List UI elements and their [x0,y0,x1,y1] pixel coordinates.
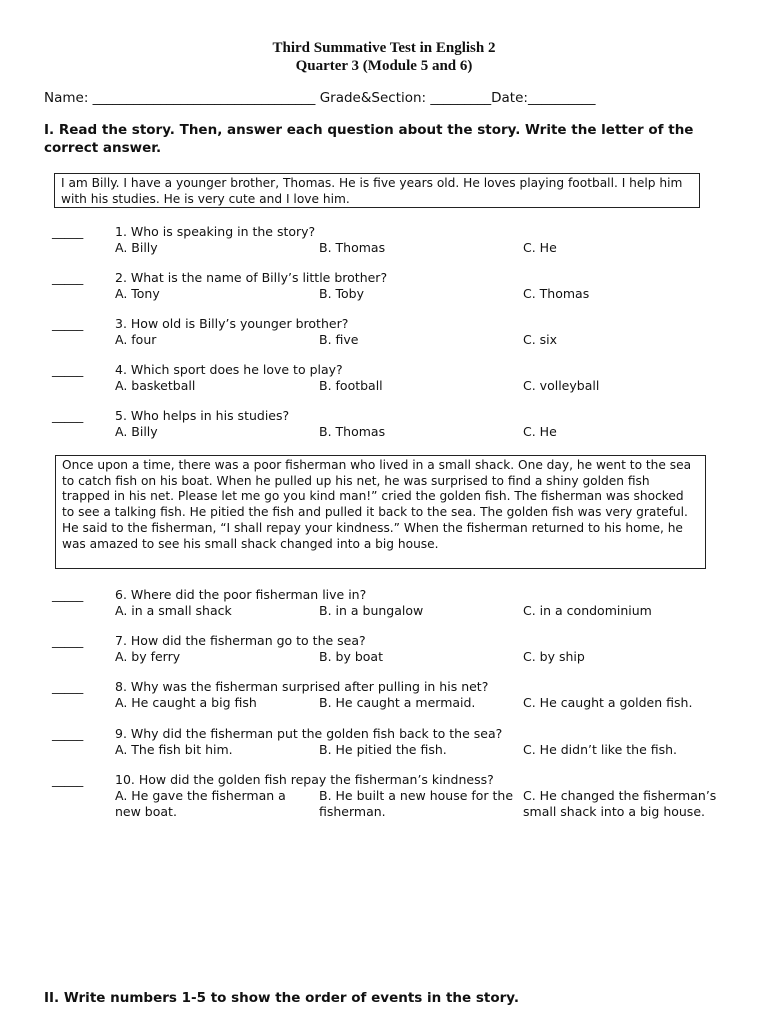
question-stem: 9. Why did the fisherman put the golden fish back to the sea? [115,726,503,741]
option-c: C. He didn’t like the fish. [523,742,678,757]
option-b: B. Thomas [319,424,386,439]
answer-blank[interactable]: _____ [52,270,84,285]
option-a: A. in a small shack [115,603,232,618]
option-b: B. He pitied the fish. [319,742,447,757]
question-stem: 3. How old is Billy’s younger brother? [115,316,349,331]
story-box-billy: I am Billy. I have a younger brother, Thomas. He is five years old. He loves playing football. I help him with his studies. He is very cute and I love him. [54,173,700,208]
test-subtitle: Quarter 3 (Module 5 and 6) [295,58,473,74]
question-stem: 8. Why was the fisherman surprised after pulling in his net? [115,679,489,694]
name-grade-date-line[interactable]: Name: _________________________________ Grade&Section: _________Date:__________ [44,90,596,106]
option-c: C. He [523,424,557,439]
question-stem: 5. Who helps in his studies? [115,408,290,423]
question-stem: 1. Who is speaking in the story? [115,224,316,239]
answer-blank[interactable]: _____ [52,224,84,239]
test-title: Third Summative Test in English 2 [272,40,496,56]
question-stem: 6. Where did the poor fisherman live in? [115,587,367,602]
option-b: B. by boat [319,649,383,664]
option-c: C. Thomas [523,286,590,301]
option-c: C. six [523,332,558,347]
part2-instruction: II. Write numbers 1-5 to show the order of events in the story. [44,990,519,1006]
option-b: B. Thomas [319,240,386,255]
option-b: B. He built a new house for the fisherman. [319,788,514,819]
answer-blank[interactable]: _____ [52,408,84,423]
option-a: A. by ferry [115,649,181,664]
option-a: A. He caught a big fish [115,695,257,710]
option-c: C. in a condominium [523,603,652,618]
option-a: A. Billy [115,424,158,439]
option-b: B. Toby [319,286,365,301]
answer-blank[interactable]: _____ [52,362,84,377]
option-c: C. He caught a golden fish. [523,695,693,710]
question-stem: 7. How did the fisherman go to the sea? [115,633,366,648]
option-a: A. Tony [115,286,160,301]
question-stem: 4. Which sport does he love to play? [115,362,343,377]
option-c: C. volleyball [523,378,600,393]
option-a: A. Billy [115,240,158,255]
story-box-fisherman: Once upon a time, there was a poor fisherman who lived in a small shack. One day, he went to the sea to catch fish on his boat. When he pulled up his net, he was surprised to find a shiny golden fish trapped in his net. Please let me go you kind man!” cried the golden fish. The fisherman was shocked to see a talking fish. He pitied the fish and pulled it back to the sea. The golden fish was very grateful. He said to the fisherman, “I shall repay your kindness.” When the fisherman returned to his home, he was amazed to see his small shack changed into a big house. [55,455,706,569]
answer-blank[interactable]: _____ [52,679,84,694]
answer-blank[interactable]: _____ [52,633,84,648]
answer-blank[interactable]: _____ [52,726,84,741]
question-stem: 2. What is the name of Billy’s little brother? [115,270,388,285]
option-a: A. basketball [115,378,196,393]
option-a: A. four [115,332,157,347]
option-b: B. five [319,332,359,347]
option-b: B. in a bungalow [319,603,424,618]
part1-instruction: I. Read the story. Then, answer each question about the story. Write the letter of the correct answer. [44,122,694,156]
option-b: B. football [319,378,383,393]
answer-blank[interactable]: _____ [52,316,84,331]
answer-blank[interactable]: _____ [52,772,84,787]
answer-blank[interactable]: _____ [52,587,84,602]
option-c: C. He [523,240,557,255]
option-c: C. He changed the fisherman’s small shack into a big house. [523,788,717,819]
option-c: C. by ship [523,649,585,664]
option-b: B. He caught a mermaid. [319,695,476,710]
option-a: A. He gave the fisherman a new boat. [115,788,286,819]
question-stem: 10. How did the golden fish repay the fisherman’s kindness? [115,772,494,787]
option-a: A. The fish bit him. [115,742,233,757]
